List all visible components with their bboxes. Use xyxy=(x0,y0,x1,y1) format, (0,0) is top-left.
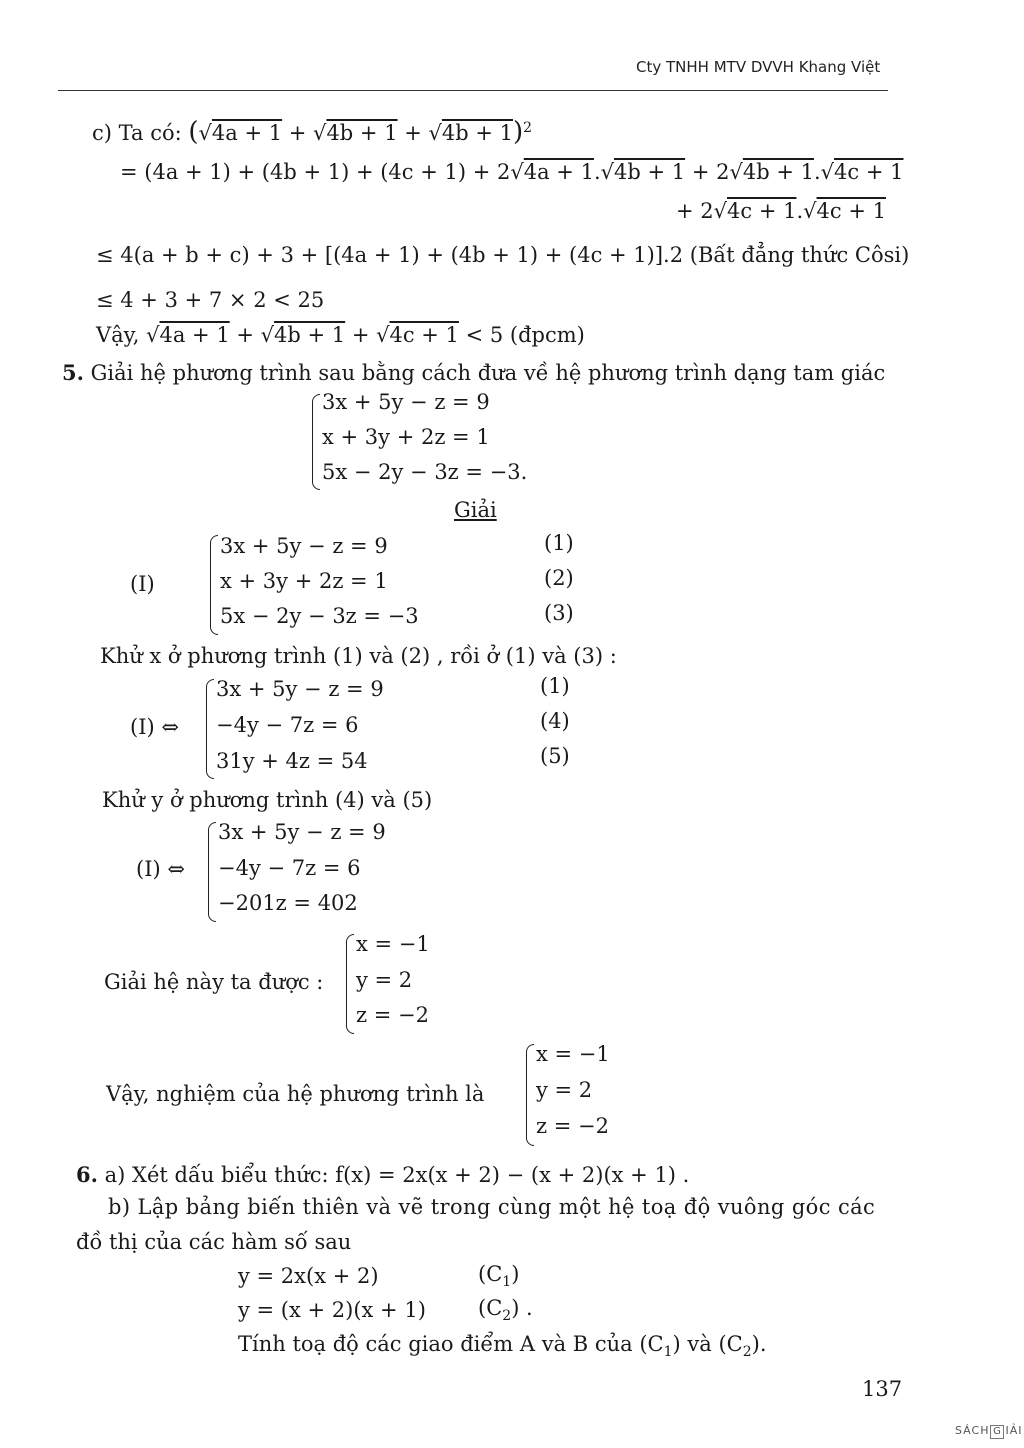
root-3: 4b + 1 xyxy=(441,121,514,145)
c2-close: ) . xyxy=(511,1296,533,1320)
problem6-number: 6. xyxy=(76,1162,98,1187)
c2-sub: 2 xyxy=(502,1308,512,1325)
last-pre: Tính toạ độ các giao điểm A và B của (C xyxy=(238,1332,664,1356)
system-eq-2: x + 3y + 2z = 1 xyxy=(322,425,490,449)
logo-box: G xyxy=(990,1425,1004,1439)
function-1: y = 2x(x + 2) xyxy=(238,1264,379,1288)
problem5-statement xyxy=(62,360,885,385)
line3-pre: + 2√ xyxy=(676,199,728,223)
c1-close: ) xyxy=(511,1262,520,1286)
l2-dot2: .√ xyxy=(813,160,835,184)
logo-right: IẢI xyxy=(1005,1424,1023,1437)
step1-brace xyxy=(210,535,218,635)
l2-root-1: 4a + 1 xyxy=(523,160,594,184)
part-c-line2 xyxy=(120,160,903,184)
l3-root-1: 4c + 1 xyxy=(727,199,797,223)
step1-eq-3: 5x − 2y − 3z = −3 xyxy=(220,604,419,628)
v-root-3: 4c + 1 xyxy=(389,323,459,347)
step2-eq-3: 31y + 4z = 54 xyxy=(216,749,368,773)
step3-eq-1: 3x + 5y − z = 9 xyxy=(218,820,386,844)
last-sub-1: 1 xyxy=(663,1344,673,1361)
sol-x: x = −1 xyxy=(356,932,430,956)
problem6-a xyxy=(76,1162,689,1187)
root-1: 4a + 1 xyxy=(211,121,283,145)
step1-tag-3: (3) xyxy=(544,601,574,625)
logo-left: SÁCH xyxy=(955,1424,990,1437)
v-plus-1: + √ xyxy=(229,323,275,347)
sol2-y: y = 2 xyxy=(536,1078,593,1102)
step2-tag-1: (1) xyxy=(540,674,570,698)
v-root-2: 4b + 1 xyxy=(274,323,346,347)
problem5-text: Giải hệ phương trình sau bằng cách đưa về hệ phương trình dạng tam giác xyxy=(90,361,886,385)
c1-sub: 1 xyxy=(502,1274,512,1291)
header-rule xyxy=(58,90,888,91)
l2-dot: .√ xyxy=(593,160,615,184)
sol-brace xyxy=(346,934,354,1034)
step1-eq-2: x + 3y + 2z = 1 xyxy=(220,569,388,593)
curve-c1-label xyxy=(478,1262,519,1290)
step2-tag-2: (4) xyxy=(540,709,570,733)
part-c-line4: ≤ 4(a + b + c) + 3 + [(4a + 1) + (4b + 1) + (4c + 1)].2 (Bất đẳng thức Côsi) xyxy=(96,243,910,267)
system-eq-1: 3x + 5y − z = 9 xyxy=(322,390,490,414)
problem6-last-line xyxy=(238,1332,767,1360)
step1-eq-1: 3x + 5y − z = 9 xyxy=(220,534,388,558)
step3-eq-2: −4y − 7z = 6 xyxy=(218,856,361,880)
part-c-line1: c) Ta có: $(√4a + 1 + √4b + 1 + √4b + 1)^2$ xyxy=(92,117,533,147)
curve-c2-label xyxy=(478,1296,533,1324)
system-brace xyxy=(312,394,320,490)
label-I-eq-2: (I) ⇔ xyxy=(136,857,185,881)
sol2-brace xyxy=(526,1044,534,1146)
root-2: 4b + 1 xyxy=(326,121,398,145)
step2-eq-1: 3x + 5y − z = 9 xyxy=(216,677,384,701)
c2-open: (C xyxy=(478,1296,503,1320)
page-number: 137 xyxy=(862,1377,903,1401)
last-mid: ) và (C xyxy=(672,1332,743,1356)
problem6-b-line1: b) Lập bảng biến thiên và vẽ trong cùng một hệ toạ độ vuông góc các xyxy=(108,1195,876,1219)
l3-root-2: 4c + 1 xyxy=(816,199,886,223)
l2-root-4: 4c + 1 xyxy=(834,160,904,184)
l2-mid: + 2√ xyxy=(685,160,743,184)
l2-root-2: 4b + 1 xyxy=(614,160,686,184)
text-khu-y: Khử y ở phương trình (4) và (5) xyxy=(102,788,433,812)
solution-title: Giải xyxy=(454,498,497,522)
part-c-conclusion xyxy=(96,323,585,347)
vay-post: < 5 (đpcm) xyxy=(458,323,585,347)
last-sub-2: 2 xyxy=(742,1344,752,1361)
system-eq-3: 5x − 2y − 3z = −3. xyxy=(322,460,528,484)
v-plus-2: + √ xyxy=(345,323,390,347)
step1-tag-2: (2) xyxy=(544,566,574,590)
step1-tag-1: (1) xyxy=(544,531,574,555)
label-I: (I) xyxy=(130,572,155,596)
sol2-x: x = −1 xyxy=(536,1042,610,1066)
label-I-eq-1: (I) ⇔ xyxy=(130,715,179,739)
exponent: 2 xyxy=(523,120,533,136)
step2-eq-2: −4y − 7z = 6 xyxy=(216,713,359,737)
l3-dot: .√ xyxy=(796,199,817,223)
watermark-logo xyxy=(955,1424,1023,1439)
publisher-header: Cty TNHH MTV DVVH Khang Việt xyxy=(636,58,881,76)
step3-eq-3: −201z = 402 xyxy=(218,891,358,915)
v-root-1: 4a + 1 xyxy=(159,323,230,347)
sol-z: z = −2 xyxy=(356,1003,429,1027)
text-giai-he: Giải hệ này ta được : xyxy=(104,970,324,994)
part-c-lead: c) Ta có: xyxy=(92,121,189,145)
sol2-z: z = −2 xyxy=(536,1114,609,1138)
step2-brace xyxy=(206,679,214,779)
l2-root-3: 4b + 1 xyxy=(742,160,814,184)
step2-tag-3: (5) xyxy=(540,744,570,768)
part-c-line3 xyxy=(676,199,886,223)
line2-text: = (4a + 1) + (4b + 1) + (4c + 1) + 2√ xyxy=(120,160,524,184)
vay-pre: Vậy, √ xyxy=(96,323,160,347)
problem6-b-line2: đồ thị của các hàm số sau xyxy=(76,1230,352,1254)
text-khu-x: Khử x ở phương trình (1) và (2) , rồi ở (1) và (3) : xyxy=(100,644,617,668)
problem5-number: 5. xyxy=(62,360,84,385)
last-post: ). xyxy=(751,1332,767,1356)
c1-open: (C xyxy=(478,1262,503,1286)
problem6-a-text: a) Xét dấu biểu thức: f(x) = 2x(x + 2) − (x + 2)(x + 1) . xyxy=(104,1163,690,1187)
step3-brace xyxy=(208,822,216,922)
part-c-line5: ≤ 4 + 3 + 7 × 2 < 25 xyxy=(96,288,325,312)
text-vay-nghiem: Vậy, nghiệm của hệ phương trình là xyxy=(106,1082,485,1106)
sol-y: y = 2 xyxy=(356,968,413,992)
function-2: y = (x + 2)(x + 1) xyxy=(238,1298,426,1322)
